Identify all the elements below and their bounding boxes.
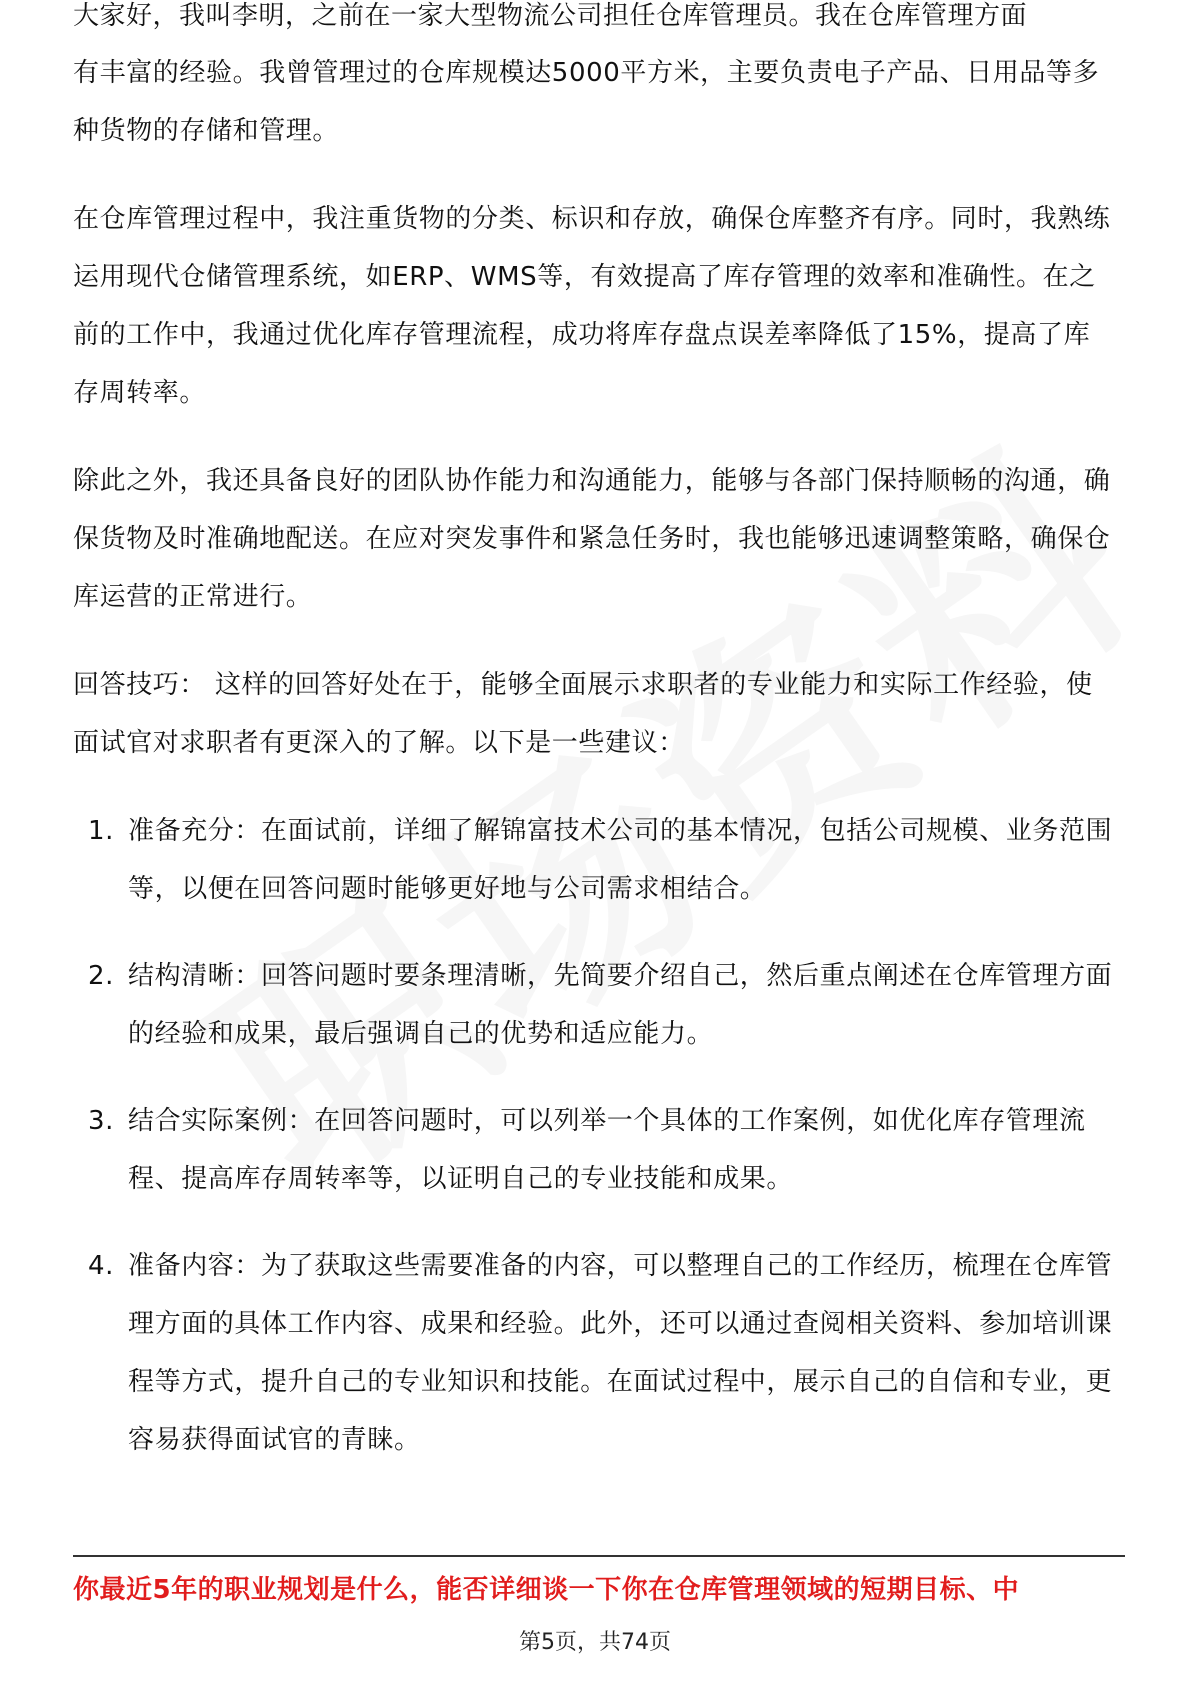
list-number: 4. [88, 1251, 115, 1281]
list-item-text: 结合实际案例：在回答问题时，可以列举一个具体的工作案例，如优化库存管理流程、提高库存周转率等，以证明自己的专业技能和成果。 [128, 1106, 1086, 1194]
list-item [73, 1237, 1113, 1469]
tips-list [73, 802, 1113, 1469]
list-item-text: 准备内容：为了获取这些需要准备的内容，可以整理自己的工作经历，梳理在仓库管理方面的具体工作内容、成果和经验。此外，还可以通过查阅相关资料、参加培训课程等方式，提升自己的专业知识和技能。在面试过程中，展示自己的自信和专业，更容易获得面试官的青睐。 [128, 1251, 1113, 1455]
cut-off-top-line: 大家好，我叫李明，之前在一家大型物流公司担任仓库管理员。我在仓库管理方面 [73, 1, 1028, 31]
list-item [73, 947, 1113, 1063]
list-item-text: 准备充分：在面试前，详细了解锦富技术公司的基本情况，包括公司规模、业务范围等，以便在回答问题时能够更好地与公司需求相结合。 [128, 816, 1113, 904]
list-item [73, 802, 1113, 918]
paragraph-answer-tips: 回答技巧： 这样的回答好处在于，能够全面展示求职者的专业能力和实际工作经验，使面试官对求职者有更深入的了解。以下是一些建议： [73, 670, 1093, 758]
section-divider [73, 1555, 1125, 1557]
paragraph-teamwork: 除此之外，我还具备良好的团队协作能力和沟通能力，能够与各部门保持顺畅的沟通，确保货物及时准确地配送。在应对突发事件和紧急任务时，我也能够迅速调整策略，确保仓库运营的正常进行。 [73, 466, 1111, 612]
next-question-heading: 你最近5年的职业规划是什么，能否详细谈一下你在仓库管理领域的短期目标、中 [73, 1575, 1020, 1605]
list-item-text: 结构清晰：回答问题时要条理清晰，先简要介绍自己，然后重点阐述在仓库管理方面的经验和成果，最后强调自己的优势和适应能力。 [128, 961, 1113, 1049]
page-number-footer: 第5页，共74页 [519, 1630, 671, 1655]
list-number: 3. [88, 1106, 115, 1136]
page-content [73, 1, 1113, 1498]
list-number: 2. [88, 961, 115, 991]
list-number: 1. [88, 816, 115, 846]
list-item [73, 1092, 1113, 1208]
paragraph-experience: 有丰富的经验。我曾管理过的仓库规模达5000平方米，主要负责电子产品、日用品等多种货物的存储和管理。 [73, 58, 1100, 146]
paragraph-management: 在仓库管理过程中，我注重货物的分类、标识和存放，确保仓库整齐有序。同时，我熟练运用现代仓储管理系统，如ERP、WMS等，有效提高了库存管理的效率和准确性。在之前的工作中，我通过优化库存管理流程，成功将库存盘点误差率降低了15%，提高了库存周转率。 [73, 204, 1111, 408]
